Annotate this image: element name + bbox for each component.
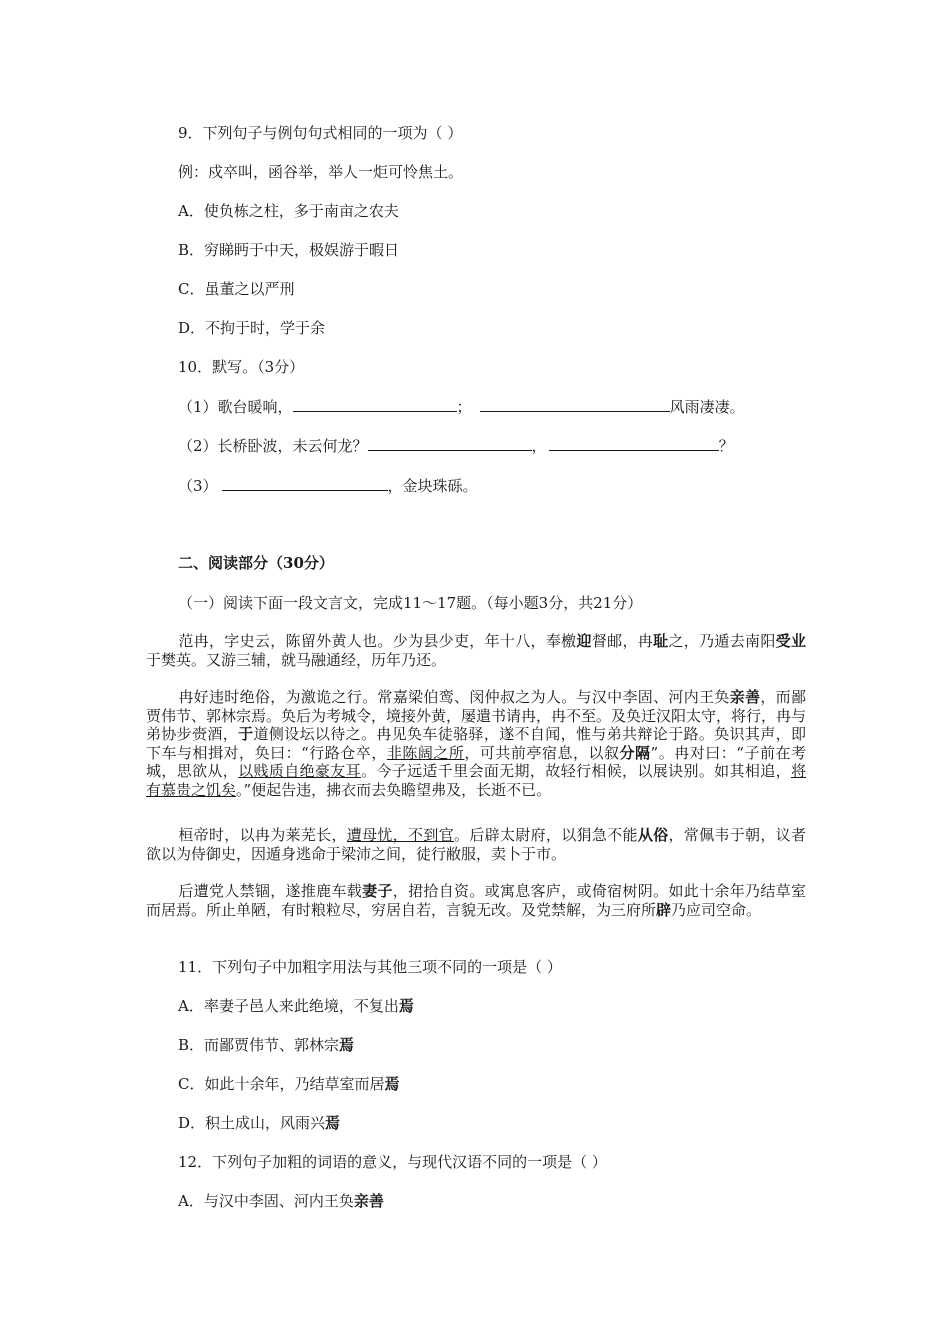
answer-blank[interactable] — [293, 398, 457, 412]
q9-option-d: D．不拘于时，学于余 — [178, 319, 326, 337]
q11-option-d: D．积土成山，风雨兴焉 — [178, 1114, 341, 1132]
q10-3-suffix: ，金块珠砾。 — [387, 477, 478, 495]
passage-paragraph: 桓帝时，以冉为莱芜长，遭母忧，不到官。后辟太尉府，以狷急不能从俗，常佩韦于朝，议者欲以为侍御史，因遁身逃命于梁沛之间，徒行敝服，卖卜于市。 — [146, 826, 806, 863]
q10-2-sep: ， — [531, 437, 547, 455]
q10-item-1 — [178, 398, 745, 416]
q10-item-3 — [178, 477, 478, 495]
q11-option-a: A．率妻子邑人来此绝境，不复出焉 — [178, 997, 414, 1015]
q10-item-2 — [178, 437, 734, 455]
answer-blank[interactable] — [222, 477, 388, 491]
q9-option-a: A．使负栋之柱，多于南亩之农夫 — [178, 202, 399, 220]
passage-paragraph: 冉好违时绝俗，为激诡之行。常嘉梁伯鸾、闵仲叔之为人。与汉中李固、河内王奂亲善，而鄙贾伟节、郭林宗焉。奂后为考城令，境接外黄，屡遣书请冉，冉不至。及奂迁汉阳太守，将行，冉与弟协步赍酒，于道侧设坛以待之。冉见奂车徒骆驿，遂不自闻，惟与弟共辩论于路。奂识其声，即下车与相揖对，奂曰：“行路仓卒，非陈阔之所，可共前亭宿息，以叙分隔”。冉对曰：“子前在考城，思欲从，以贱质自绝豪友耳。今子远适千里会面无期，故轻行相候，以展诀别。如其相追，将有慕贵之饥矣。”便起告违，拂衣而去奂瞻望弗及，长逝不已。 — [146, 688, 807, 799]
section-title: 二、阅读部分（30分） — [178, 554, 334, 572]
q10-3-prefix: （3） — [178, 477, 218, 495]
q11-option-c: C．如此十余年，乃结草室而居焉 — [178, 1075, 400, 1093]
q10-stem: 10．默写。（3分） — [178, 358, 305, 376]
q10-1-suffix: 风雨凄凄。 — [669, 398, 745, 416]
passage-paragraph: 范冉，字史云，陈留外黄人也。少为县少吏，年十八，奉檄迎督邮，冉耻之，乃遁去南阳受业于樊英。又游三辅，就马融通经，历年乃还。 — [146, 632, 806, 669]
q11-stem: 11．下列句子中加粗字用法与其他三项不同的一项是（ ） — [178, 958, 562, 976]
answer-blank[interactable] — [368, 437, 532, 451]
q9-option-c: C．虽董之以严刑 — [178, 280, 295, 298]
q10-1-sep: ； — [456, 398, 472, 416]
q12-stem: 12．下列句子加粗的词语的意义，与现代汉语不同的一项是（ ） — [178, 1153, 607, 1171]
q9-option-b: B．穷睇眄于中天，极娱游于暇日 — [178, 241, 400, 259]
answer-blank[interactable] — [480, 398, 670, 412]
q9-example: 例：戍卒叫，函谷举，举人一炬可怜焦土。 — [178, 163, 464, 181]
section-subtitle: （一）阅读下面一段文言文，完成11～17题。（每小题3分，共21分） — [178, 594, 643, 612]
answer-blank[interactable] — [549, 437, 719, 451]
q12-option-a: A．与汉中李固、河内王奂亲善 — [178, 1192, 384, 1210]
q9-stem: 9．下列句子与例句句式相同的一项为（ ） — [178, 124, 463, 142]
q10-2-suffix: ？ — [718, 437, 734, 455]
q11-option-b: B．而鄙贾伟节、郭林宗焉 — [178, 1036, 355, 1054]
passage-paragraph: 后遭党人禁锢，遂推鹿车载妻子，捃拾自资。或寓息客庐，或倚宿树阴。如此十余年乃结草室而居焉。所止单陋，有时粮粒尽，穷居自若，言貌无改。及党禁解，为三府所辟乃应司空命。 — [146, 882, 806, 919]
q10-1-prefix: （1）歌台暖响， — [178, 398, 293, 416]
q10-2-prefix: （2）长桥卧波，未云何龙？ — [178, 437, 368, 455]
